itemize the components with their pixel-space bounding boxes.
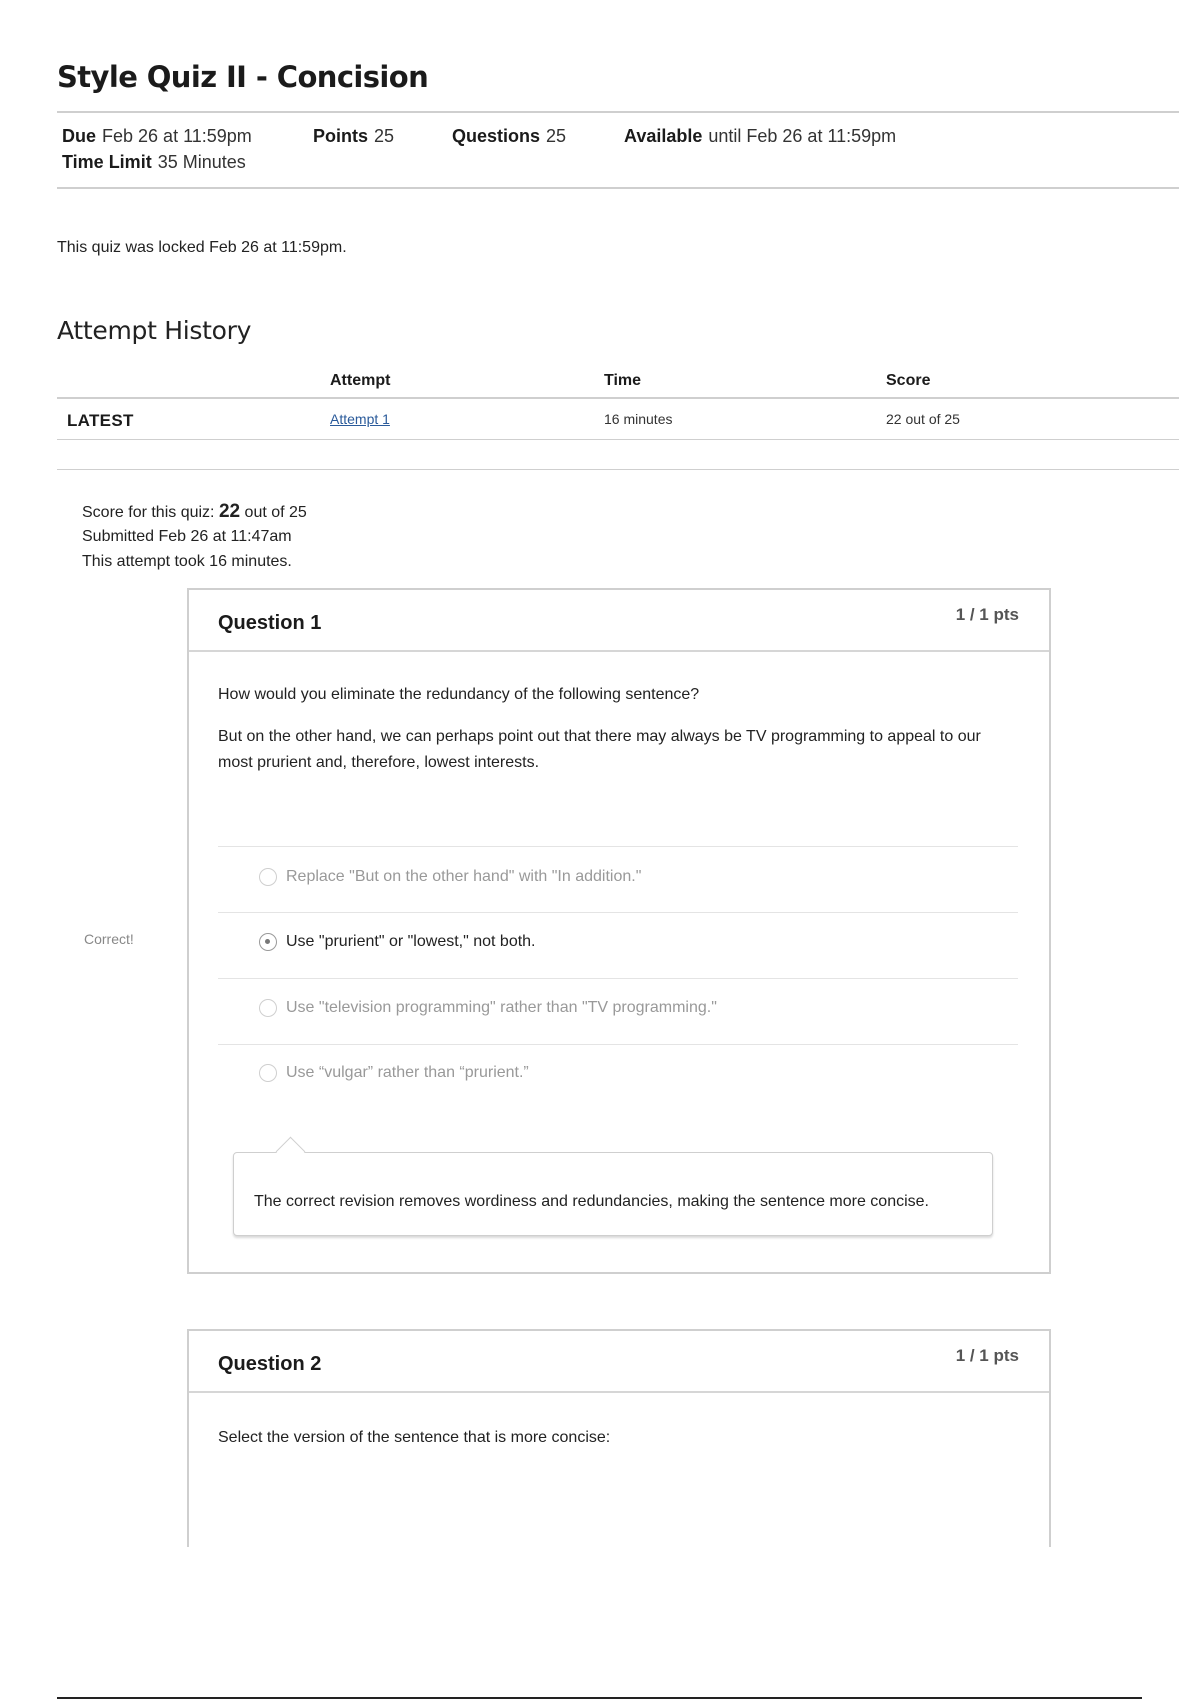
radio-button[interactable] [259, 999, 277, 1017]
answer-option-4[interactable] [259, 1060, 529, 1086]
points-label: Points [313, 126, 369, 146]
radio-button[interactable] [259, 868, 277, 886]
header-score: Score [886, 372, 931, 389]
header-time: Time [604, 372, 642, 389]
question-2-card [187, 1329, 1051, 1547]
answer-divider [218, 978, 1018, 979]
section-divider [57, 469, 1179, 470]
answer-option-3-label: Use "television programming" rather than "TV programming." [286, 999, 717, 1016]
question-1-title: Question 1 [218, 612, 322, 634]
feedback-text: The correct revision removes wordiness and redundancies, making the sentence more concise. [254, 1193, 929, 1210]
due-label: Due [62, 126, 97, 146]
page-bottom-rule [57, 1697, 1142, 1699]
answer-divider [218, 1044, 1018, 1045]
answer-divider [218, 846, 1018, 847]
answer-feedback [233, 1152, 993, 1236]
attempt-history-title: Attempt History [57, 316, 252, 345]
header-attempt: Attempt [330, 372, 391, 389]
answer-option-3[interactable] [259, 995, 717, 1021]
question-1-header [189, 590, 1049, 652]
question-1-points: 1 / 1 pts [955, 605, 1019, 624]
quiz-title: Style Quiz II - Concision [57, 60, 429, 94]
attempt-score: 22 out of 25 [886, 411, 960, 427]
points-info [313, 126, 394, 147]
answer-option-2-label: Use "prurient" or "lowest," not both. [286, 933, 536, 950]
correct-tag: Correct! [84, 931, 134, 947]
question-2-header [189, 1331, 1049, 1393]
radio-button-selected[interactable] [259, 933, 277, 951]
question-2-prompt: Select the version of the sentence that is more concise: [218, 1429, 611, 1446]
time-limit-label: Time Limit [62, 152, 152, 172]
due-value: Feb 26 at 11:59pm [102, 126, 252, 146]
question-2-title: Question 2 [218, 1353, 322, 1375]
question-2-points: 1 / 1 pts [955, 1346, 1019, 1365]
due-date [62, 126, 252, 147]
attempt-time: 16 minutes [604, 411, 673, 427]
time-limit [62, 152, 246, 173]
questions-value: 25 [546, 126, 567, 146]
answer-option-4-label: Use “vulgar” rather than “prurient.” [286, 1064, 529, 1081]
radio-button[interactable] [259, 1064, 277, 1082]
available-label: Available [624, 126, 703, 146]
question-1-prompt: How would you eliminate the redundancy of the following sentence? [218, 686, 700, 703]
meta-divider [57, 187, 1179, 189]
question-1-sentence: But on the other hand, we can perhaps point out that there may always be TV programming to appeal to our most prurient and, therefore, lowest interests. [218, 728, 981, 771]
table-header-divider [57, 397, 1179, 399]
question-1-card [187, 588, 1051, 1274]
locked-notice: This quiz was locked Feb 26 at 11:59pm. [57, 239, 347, 256]
points-value: 25 [374, 126, 395, 146]
available-value: until Feb 26 at 11:59pm [708, 126, 897, 146]
header-divider [57, 111, 1179, 113]
availability-info [624, 126, 896, 147]
time-limit-value: 35 Minutes [157, 152, 246, 172]
quiz-score [82, 501, 307, 523]
answer-option-1[interactable] [259, 864, 641, 890]
score-prefix: Score for this quiz: [82, 504, 219, 521]
submitted-time: Submitted Feb 26 at 11:47am [82, 528, 292, 545]
score-value: 22 [218, 501, 241, 522]
attempt-1-link[interactable]: Attempt 1 [330, 411, 390, 427]
score-suffix: out of 25 [240, 504, 307, 521]
answer-option-1-label: Replace "But on the other hand" with "In addition." [286, 868, 642, 885]
answer-divider [218, 912, 1018, 913]
questions-label: Questions [452, 126, 541, 146]
questions-info [452, 126, 566, 147]
attempt-duration: This attempt took 16 minutes. [82, 553, 292, 570]
row-divider [57, 439, 1179, 440]
answer-option-2[interactable] [259, 929, 536, 955]
latest-tag: LATEST [67, 411, 134, 430]
